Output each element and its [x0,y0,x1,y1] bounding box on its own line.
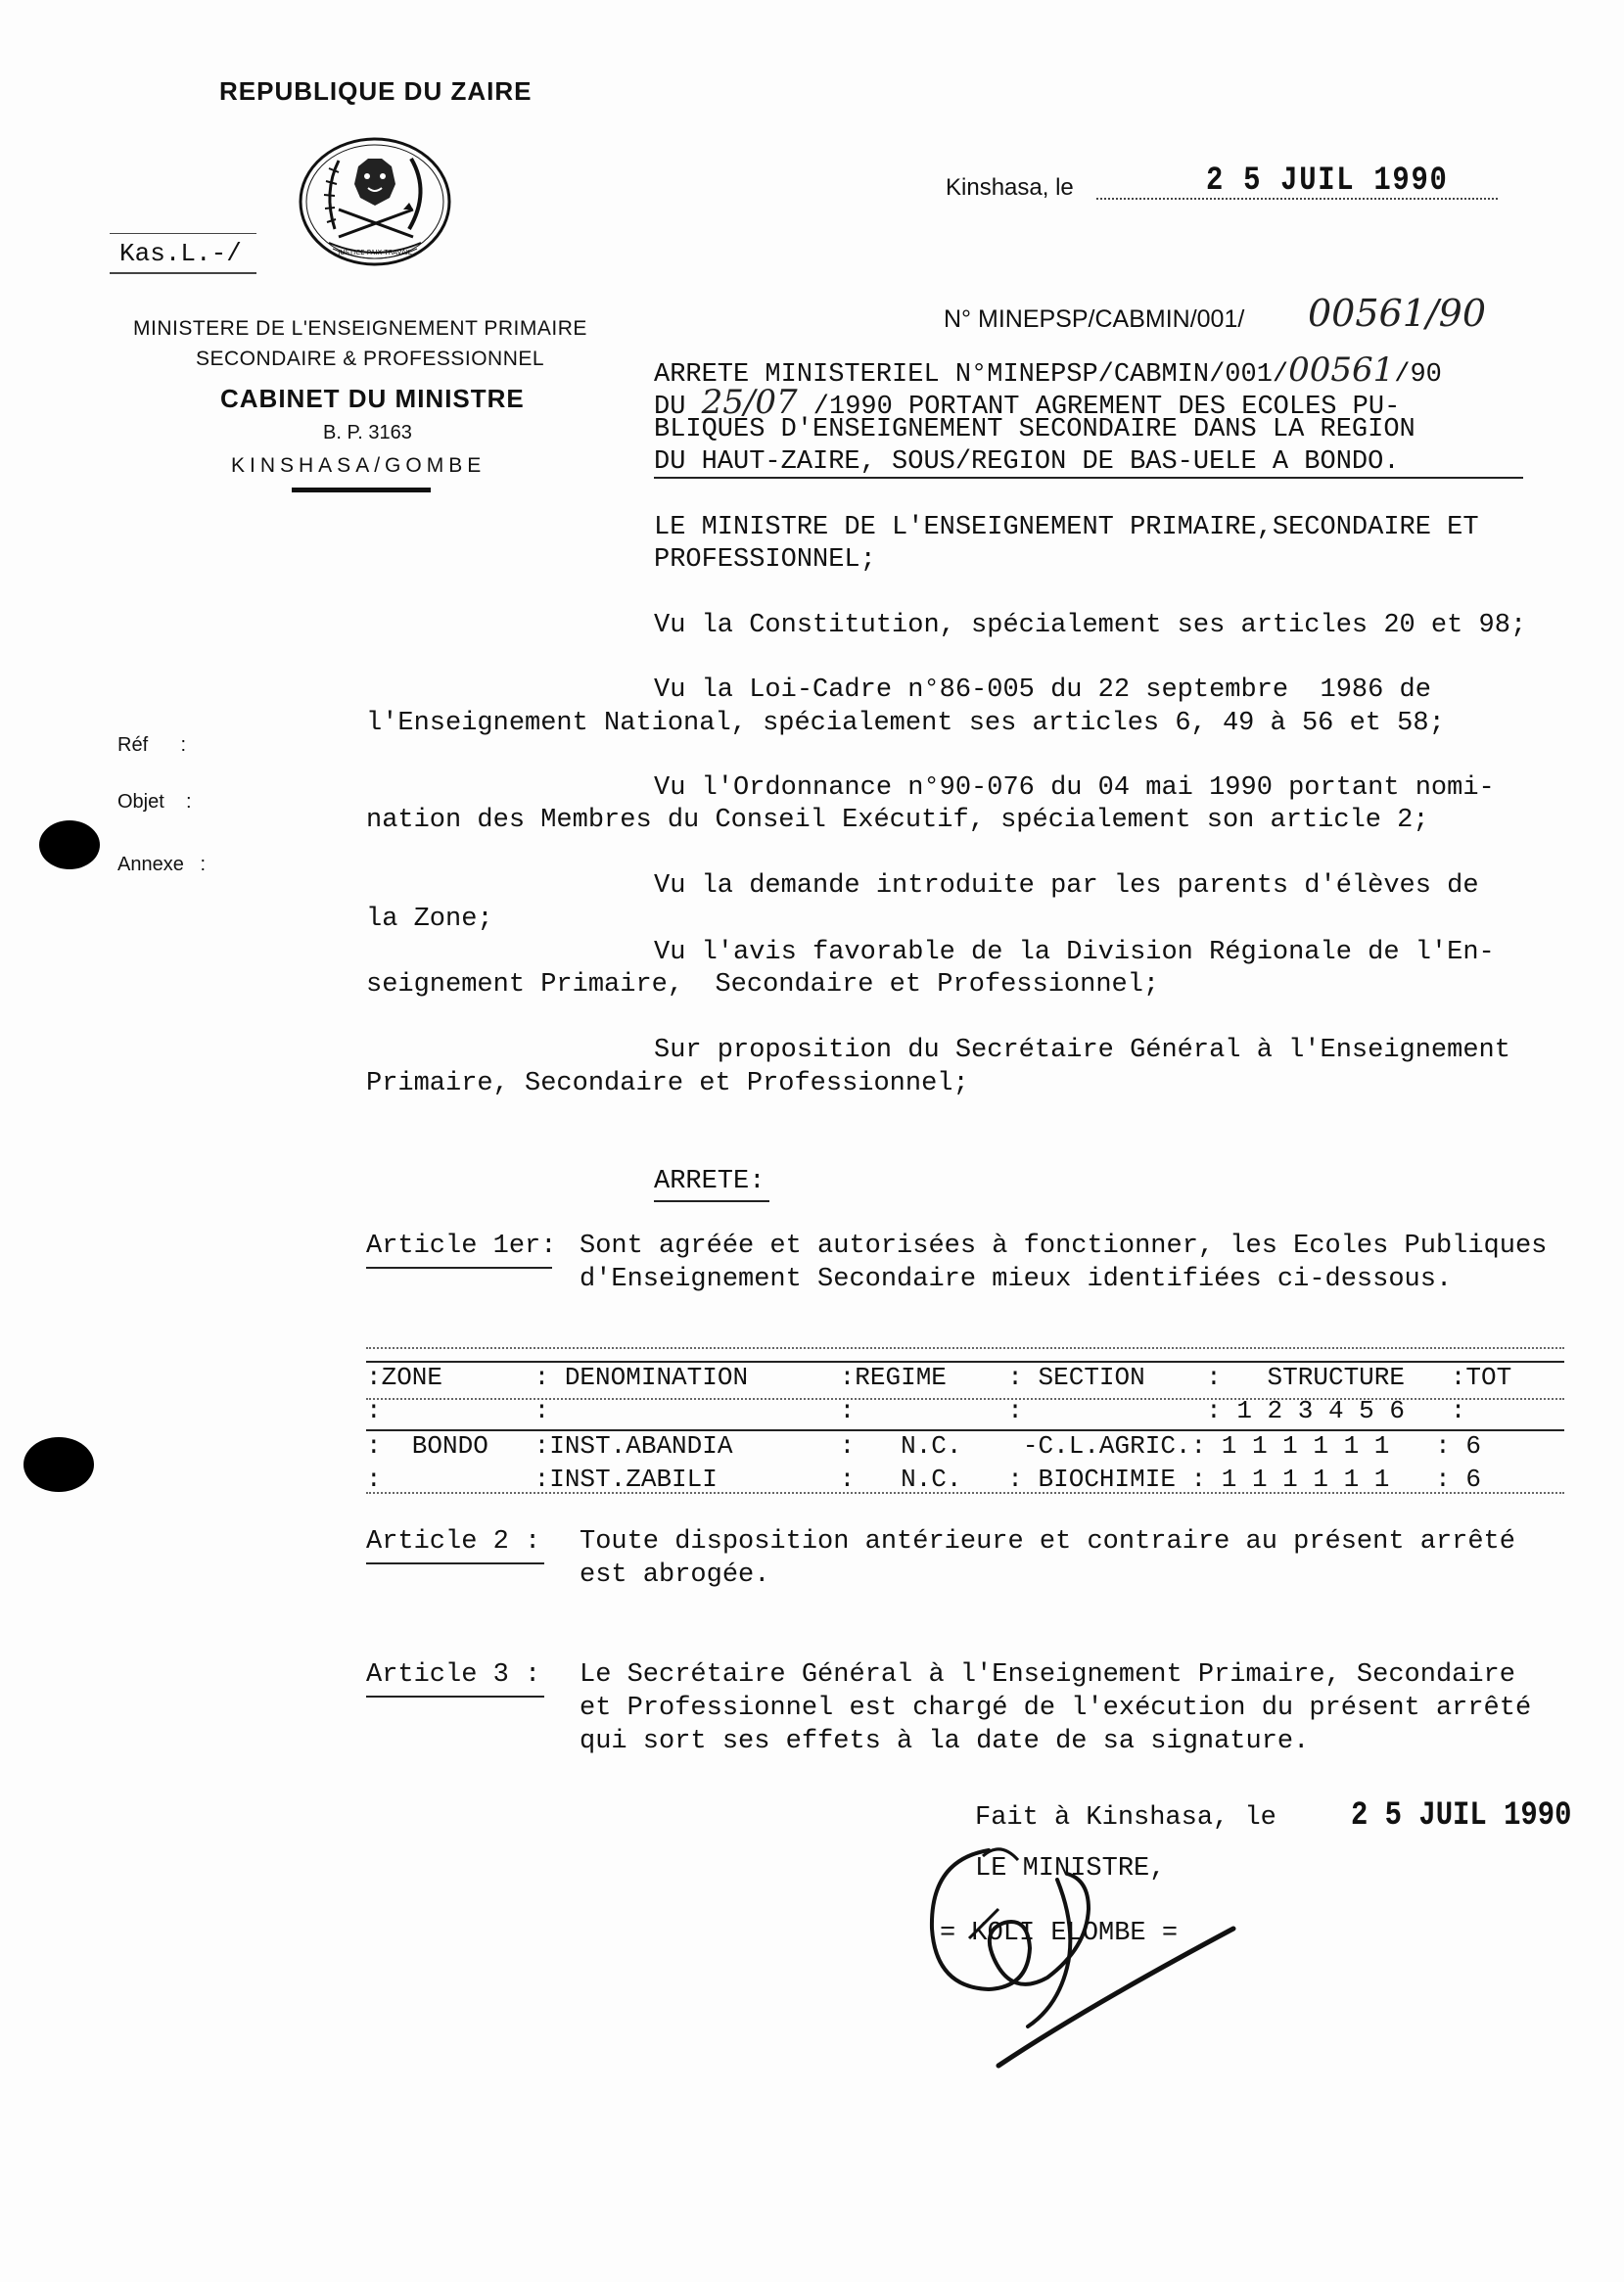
decree-title-text-2: /1990 PORTANT AGREMENT DES ECOLES PU- [797,393,1401,422]
motto-text: JUSTICE PAIX TRAVAIL [338,249,412,256]
vu-ordonnance-1: Vu l'Ordonnance n°90-076 du 04 mai 1990 portant nomi- [654,773,1495,803]
ref-label: Réf : [117,734,187,756]
minister-line-1: LE MINISTRE DE L'ENSEIGNEMENT PRIMAIRE,SECONDAIRE ET [654,513,1479,542]
reference-number-handwritten: 00561/90 [1308,292,1487,335]
decree-title-rule [654,477,1523,479]
closing-place: Fait à Kinshasa, le [975,1803,1276,1833]
cabinet-heading: CABINET DU MINISTRE [220,384,525,413]
decree-number-handwritten: 00561 [1288,350,1395,390]
punch-hole-mark [23,1437,94,1492]
article-2-label: Article 2 : [366,1527,541,1557]
vu-demande-2: la Zone; [366,905,493,934]
file-mark: Kas.L.-/ [119,239,242,268]
article-3-underline [366,1696,544,1698]
table-subheader: : : : : : 1 2 3 4 5 6 : [366,1396,1466,1425]
ministry-line-2: SECONDAIRE & PROFESSIONNEL [196,348,545,370]
punch-hole-mark [39,820,100,869]
vu-loi-cadre-2: l'Enseignement National, spécialement ses articles 6, 49 à 56 et 58; [366,709,1445,738]
vu-loi-cadre-1: Vu la Loi-Cadre n°86-005 du 22 septembre 1986 de [654,675,1431,705]
article-1-line-2: d'Enseignement Secondaire mieux identifiées ci-dessous. [580,1265,1453,1294]
annexe-label: Annexe : [117,854,207,875]
decree-title-line-3: BLIQUES D'ENSEIGNEMENT SECONDAIRE DANS LA REGION [654,415,1415,444]
article-2-line-2: est abrogée. [580,1560,770,1590]
minister-title: LE MINISTRE, [975,1854,1166,1884]
table-row: : :INST.ZABILI : N.C. : BIOCHIMIE : 1 1 1 1 1 1 : 6 [366,1465,1481,1494]
objet-label: Objet : [117,791,192,813]
decree-year: /90 [1394,360,1442,390]
decree-title-text: ARRETE MINISTERIEL N°MINEPSP/CABMIN/001/ [654,360,1289,390]
postal-box: B. P. 3163 [323,422,412,443]
signature-icon [910,1821,1263,2085]
article-3-line-2: et Professionnel est chargé de l'exécution du présent arrêté [580,1694,1532,1723]
ministry-line-1: MINISTERE DE L'ENSEIGNEMENT PRIMAIRE [133,317,587,340]
table-top-dots [366,1347,1564,1349]
reference-number: N° MINEPSP/CABMIN/001/ [944,305,1245,333]
vu-constitution: Vu la Constitution, spécialement ses articles 20 et 98; [654,611,1527,640]
city-gombe: KINSHASA/GOMBE [231,454,487,477]
article-2-underline [366,1562,544,1564]
arrete-heading: ARRETE: [654,1167,766,1196]
decree-title-line-4: DU HAUT-ZAIRE, SOUS/REGION DE BAS-UELE A BONDO. [654,447,1400,477]
decree-du: DU [654,393,702,422]
article-1-line-1: Sont agréée et autorisées à fonctionner, les Ecoles Publiques [580,1232,1548,1261]
dateline-label: Kinshasa, le [946,174,1074,201]
article-1-underline [366,1267,552,1269]
coat-of-arms-icon [294,133,456,270]
table-row: : BONDO :INST.ABANDIA : N.C. -C.L.AGRIC.: 1 1 1 1 1 1 : 6 [366,1431,1481,1461]
sur-proposition-1: Sur proposition du Secrétaire Général à l'Enseignement [654,1036,1510,1065]
article-1-label: Article 1er: [366,1232,557,1261]
minister-line-2: PROFESSIONNEL; [654,545,876,575]
article-3-line-1: Le Secrétaire Général à l'Enseignement Primaire, Secondaire [580,1660,1515,1690]
decree-date-handwritten: 25/07 [701,383,798,422]
closing-date-stamp: 2 5 JUIL 1990 [1351,1797,1572,1835]
table-header: :ZONE : DENOMINATION :REGIME : SECTION : STRUCTURE :TOT [366,1363,1512,1392]
table-bottom-dots [366,1492,1564,1494]
vu-ordonnance-2: nation des Membres du Conseil Exécutif, spécialement son article 2; [366,806,1429,835]
article-2-line-1: Toute disposition antérieure et contraire au présent arrêté [580,1527,1515,1557]
republic-heading: REPUBLIQUE DU ZAIRE [219,76,533,106]
vu-avis-2: seignement Primaire, Secondaire et Professionnel; [366,970,1160,1000]
vu-demande-1: Vu la demande introduite par les parents d'élèves de [654,871,1479,901]
article-3-line-3: qui sort ses effets à la date de sa signature. [580,1727,1310,1756]
vu-avis-1: Vu l'avis favorable de la Division Régionale de l'En- [654,938,1495,967]
article-3-label: Article 3 : [366,1660,541,1690]
arrete-underline [654,1200,769,1202]
date-stamp: 2 5 JUIL 1990 [1206,163,1449,200]
letterhead-rule [292,488,431,492]
minister-name: = KOLI ELOMBE = [940,1919,1179,1948]
sur-proposition-2: Primaire, Secondaire et Professionnel; [366,1069,969,1098]
